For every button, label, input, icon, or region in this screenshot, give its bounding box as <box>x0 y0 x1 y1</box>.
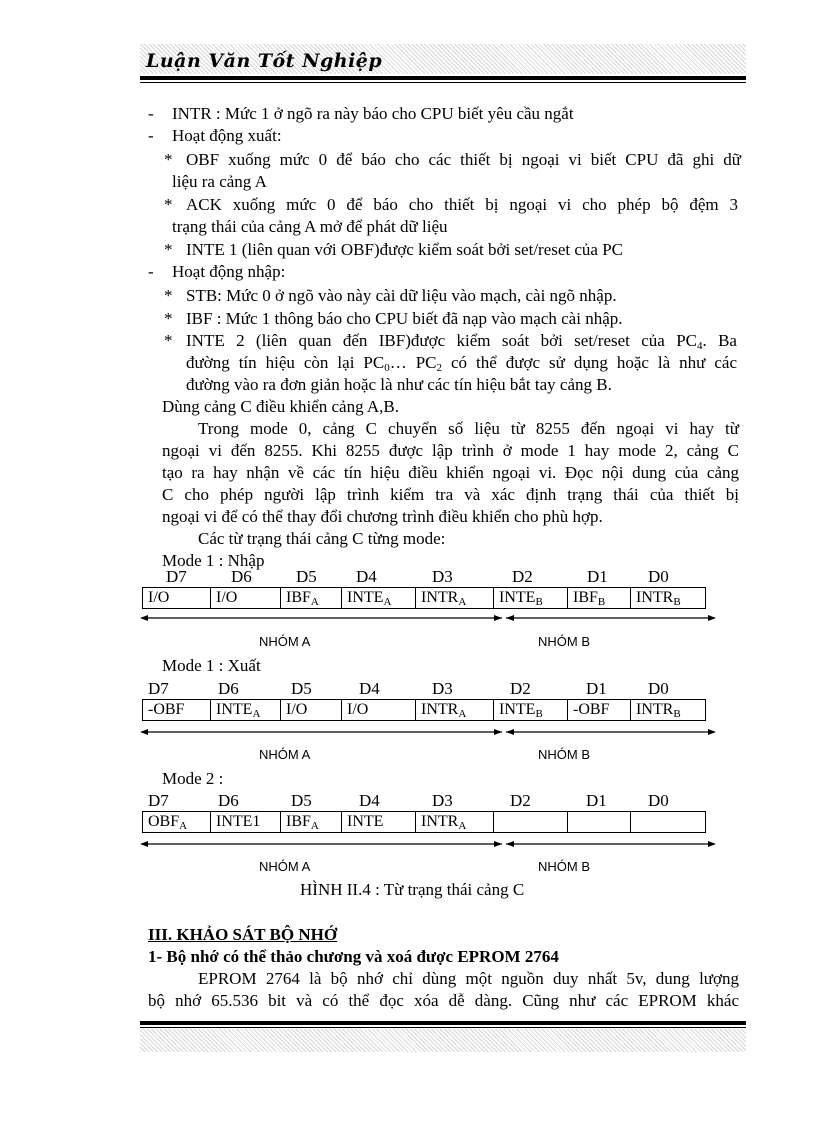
bit-label-d2: D2 <box>512 567 533 586</box>
bit-label-d7: D7 <box>166 567 187 586</box>
status-cell-d1 <box>568 812 631 832</box>
mode1-input-title: Mode 1 : Nhập <box>162 551 265 570</box>
bit-label-d3: D3 <box>432 679 453 698</box>
arrow-head <box>140 729 148 735</box>
group-arrows <box>140 838 716 850</box>
obf-line-cont: liệu ra cảng A <box>172 172 267 191</box>
status-cell-d4: I/O <box>342 700 416 720</box>
status-cell-d1: -OBF <box>568 700 631 720</box>
mode1-input-table <box>142 587 706 609</box>
status-cell-d3: $INTR_A$ <box>416 700 494 720</box>
status-cell-d4: $INTE_A$ <box>342 588 416 608</box>
status-words-intro: Các từ trạng thái cảng C từng mode: <box>198 529 446 548</box>
mode1-output-title: Mode 1 : Xuất <box>162 656 261 675</box>
output-heading: Hoạt động xuất: <box>172 126 282 145</box>
bit-label-d6: D6 <box>218 679 239 698</box>
status-cell-d0: $INTR_B$ <box>631 700 706 720</box>
bit-label-d1: D1 <box>587 567 608 586</box>
arrow-head <box>506 615 514 621</box>
inte1-line: INTE 1 (liên quan với OBF)được kiểm soát bởi set/reset của PC <box>186 240 624 259</box>
group-a-label: NHÓM A <box>259 859 311 874</box>
arrow-head <box>494 841 502 847</box>
body-line: bộ nhớ 65.536 bit và có thể đọc xóa dễ dàng. Cũng như các EPROM khác <box>148 991 739 1010</box>
intr-line: INTR : Mức 1 ở ngõ ra này báo cho CPU biết yêu cầu ngắt <box>172 104 574 123</box>
header-rule <box>140 76 746 80</box>
bit-label-d4: D4 <box>356 567 377 586</box>
status-cell-d5: $IBF_A$ <box>281 588 342 608</box>
dash-marker: - <box>148 104 154 123</box>
status-cell-d5: $IBF_A$ <box>281 812 342 832</box>
status-cell-d0 <box>631 812 706 832</box>
group-b-label: NHÓM B <box>538 859 590 874</box>
status-cell-d2 <box>494 812 568 832</box>
status-cell-d6: $INTE_A$ <box>211 700 281 720</box>
star-marker: * <box>164 195 173 214</box>
bit-label-d5: D5 <box>291 791 312 810</box>
dash-marker: - <box>148 126 154 145</box>
group-a-label: NHÓM A <box>259 634 311 649</box>
status-cell-d1: $IBF_B$ <box>568 588 631 608</box>
star-marker: * <box>164 286 173 305</box>
star-marker: * <box>164 331 173 350</box>
para-line: tạo ra hay nhận về các tín hiệu điều khiển ngoại vi. Đọc nội dung của cảng <box>162 463 739 482</box>
footer-rule <box>140 1021 746 1025</box>
bit-label-d1: D1 <box>586 791 607 810</box>
status-cell-d7: -OBF <box>143 700 211 720</box>
status-cell-d3: $INTR_A$ <box>416 588 494 608</box>
subsection-heading: 1- Bộ nhớ có thể thảo chương và xoá được EPROM 2764 <box>148 947 559 966</box>
para-line: Trong mode 0, cảng C chuyển số liệu từ 8255 đến ngoại vi hay từ <box>198 419 739 438</box>
status-cell-d6: INTE1 <box>211 812 281 832</box>
mode2-title: Mode 2 : <box>162 769 224 788</box>
header-rule-thin <box>140 82 746 83</box>
input-heading: Hoạt động nhập: <box>172 262 286 281</box>
dash-marker: - <box>148 262 154 281</box>
footer-rule-thin <box>140 1027 746 1028</box>
arrow-head <box>506 841 514 847</box>
ack-line: ACK xuống mức 0 để báo cho thiết bị ngoại vi cho phép bộ đệm 3 <box>186 195 738 214</box>
star-marker: * <box>164 240 173 259</box>
group-b-label: NHÓM B <box>538 634 590 649</box>
arrow-head <box>708 841 716 847</box>
mode1-output-table <box>142 699 706 721</box>
group-a-label: NHÓM A <box>259 747 311 762</box>
body-line: EPROM 2764 là bộ nhớ chỉ dùng một nguồn duy nhất 5v, dung lượng <box>198 969 739 988</box>
section-heading: III. KHẢO SÁT BỘ NHỚ <box>148 925 338 944</box>
status-cell-d5: I/O <box>281 700 342 720</box>
ibf-line: IBF : Mức 1 thông báo cho CPU biết đã nạp vào mạch cài nhập. <box>186 309 623 328</box>
para-line: C cho phép người lập trình kiểm tra và xác định trạng thái của thiết bị <box>162 485 739 504</box>
status-cell-d2: $INTE_B$ <box>494 588 568 608</box>
figure-caption: HÌNH II.4 : Từ trạng thái cảng C <box>300 880 525 899</box>
status-cell-d6: I/O <box>211 588 281 608</box>
status-cell-d4: INTE <box>342 812 416 832</box>
port-c-heading: Dùng cảng C điều khiển cảng A,B. <box>162 397 400 416</box>
inte2-line-end: đường vào ra đơn giản hoặc là như các tín hiệu bắt tay cảng B. <box>186 375 612 394</box>
group-arrows <box>140 612 716 624</box>
footer-band <box>140 1029 746 1052</box>
bit-label-d7: D7 <box>148 679 169 698</box>
star-marker: * <box>164 309 173 328</box>
bit-label-d6: D6 <box>231 567 252 586</box>
bit-label-d4: D4 <box>359 791 380 810</box>
arrow-head <box>708 729 716 735</box>
para-line: ngoại vi đến 8255. Khi 8255 được lập trình ở mode 1 hay mode 2, cảng C <box>162 441 739 460</box>
group-b-label: NHÓM B <box>538 747 590 762</box>
arrow-head <box>494 729 502 735</box>
stb-line: STB: Mức 0 ở ngõ vào này cài dữ liệu vào mạch, cài ngõ nhập. <box>186 286 617 305</box>
bit-label-d5: D5 <box>291 679 312 698</box>
arrow-head <box>708 615 716 621</box>
group-arrows <box>140 726 716 738</box>
arrow-head <box>494 615 502 621</box>
bit-label-d6: D6 <box>218 791 239 810</box>
bit-label-d7: D7 <box>148 791 169 810</box>
status-cell-d0: $INTR_B$ <box>631 588 706 608</box>
bit-label-d0: D0 <box>648 567 669 586</box>
page-header-title: Luận Văn Tốt Nghiệp <box>146 50 383 72</box>
inte2-line-cont: đường tín hiệu còn lại $PC_0\dots$ $PC_2$ có thể được sử dụng hoặc là như các <box>186 353 738 374</box>
inte2-line: INTE 2 (liên quan đến IBF)được kiểm soát bởi set/reset của $PC_4$. Ba <box>186 331 737 352</box>
bit-label-d3: D3 <box>432 567 453 586</box>
bit-label-d0: D0 <box>648 679 669 698</box>
bit-label-d2: D2 <box>510 679 531 698</box>
arrow-head <box>140 841 148 847</box>
obf-line: OBF xuống mức 0 để báo cho các thiết bị ngoại vi biết CPU đã ghi dữ <box>186 150 741 169</box>
status-cell-d7: I/O <box>143 588 211 608</box>
bit-label-d0: D0 <box>648 791 669 810</box>
arrow-head <box>506 729 514 735</box>
bit-label-d1: D1 <box>586 679 607 698</box>
bit-label-d2: D2 <box>510 791 531 810</box>
arrow-head <box>140 615 148 621</box>
bit-label-d5: D5 <box>296 567 317 586</box>
status-cell-d7: $OBF_A$ <box>143 812 211 832</box>
mode2-table <box>142 811 706 833</box>
para-line: ngoại vi để có thể thay đổi chương trình điều khiển cho phù hợp. <box>162 507 603 526</box>
ack-line-cont: trạng thái của cảng A mở để phát dữ liệu <box>172 217 448 236</box>
bit-label-d3: D3 <box>432 791 453 810</box>
star-marker: * <box>164 150 173 169</box>
status-cell-d2: $INTE_B$ <box>494 700 568 720</box>
status-cell-d3: $INTR_A$ <box>416 812 494 832</box>
bit-label-d4: D4 <box>359 679 380 698</box>
